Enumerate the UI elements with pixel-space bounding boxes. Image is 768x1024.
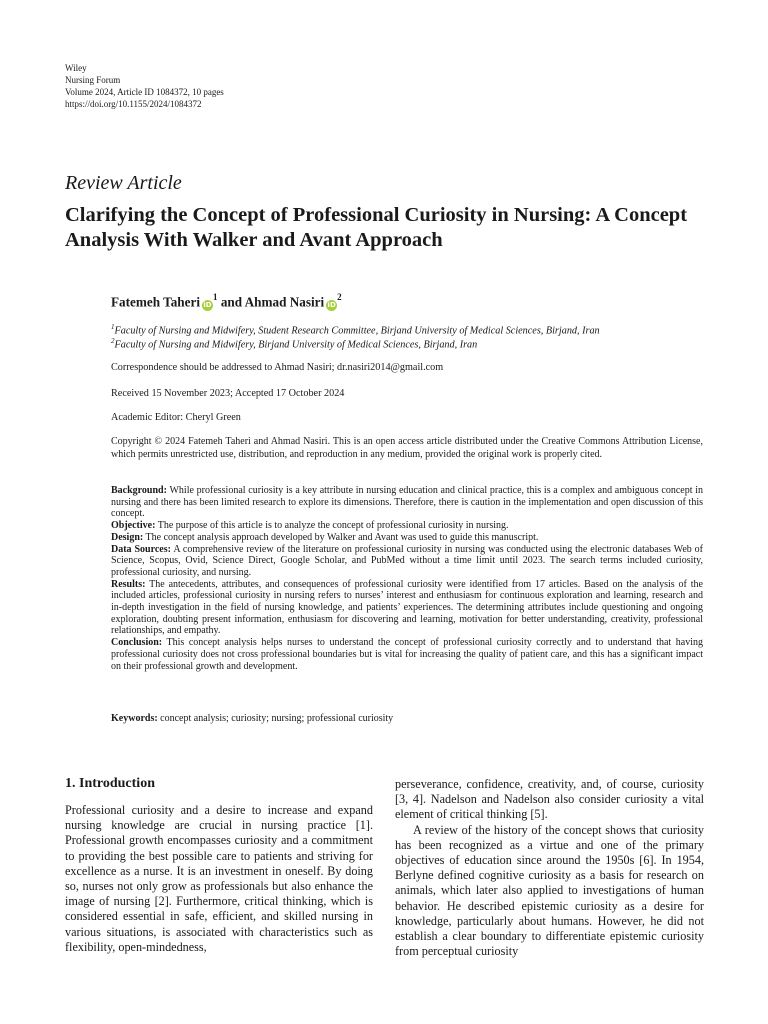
- author-name: Ahmad Nasiri: [244, 294, 325, 310]
- abstract-label: Results:: [111, 578, 146, 590]
- body-paragraph: perseverance, confidence, creativity, and, of course, curiosity [3, 4]. Nadelson and Nadelson also consider curiosity a vital element of critical thinking [5].: [395, 777, 704, 822]
- abstract-design: [111, 532, 703, 544]
- affiliation-number: 1: [111, 323, 115, 331]
- body-paragraph: Professional curiosity and a desire to increase and expand nursing knowledge are crucial in nursing practice [1]. Professional growth encompasses curiosity and a commitment to providing the best possible care to patients and striving for excellence as a nurse. It is an investment in oneself. By doing so, nurses not only grow as professionals but also enhance the image of nursing [2]. Furthermore, critical thinking, which is considered essential in safe, efficient, and skilled nursing in various situations, is associated with characteristics such as flexibility, open-mindedness,: [65, 803, 373, 954]
- abstract-text: A comprehensive review of the literature on professional curiosity in nursing was conducted using the electronic databases Web of Science, Scopus, Ovid, Science Direct, Google Scholar, and PubMed without a time limit until 2023. The search terms included curiosity, professional curiosity, and nursing.: [111, 543, 704, 578]
- volume-info: Volume 2024, Article ID 1084372, 10 pages: [65, 87, 224, 97]
- received-accepted-dates: Received 15 November 2023; Accepted 17 October 2024: [111, 388, 345, 399]
- keywords-label: Keywords:: [111, 713, 158, 724]
- publisher-name: Wiley: [65, 63, 87, 73]
- abstract-label: Data Sources:: [111, 543, 171, 555]
- article-type: Review Article: [65, 172, 182, 194]
- article-title: Clarifying the Concept of Professional Curiosity in Nursing: A Concept Analysis With Walker and Avant Approach: [65, 204, 688, 251]
- abstract-text: The purpose of this article is to analyze the concept of professional curiosity in nursing.: [155, 520, 509, 532]
- author-name: Fatemeh Taheri: [111, 294, 201, 310]
- affiliation-number: 2: [111, 337, 115, 345]
- author-affiliation-number: 1: [213, 292, 218, 302]
- abstract-results: [111, 579, 703, 638]
- abstract-text: The concept analysis approach developed by Walker and Avant was used to guide this manuscript.: [143, 531, 539, 543]
- body-column-left: [65, 803, 373, 955]
- abstract-objective: [111, 520, 703, 532]
- orcid-icon[interactable]: iD: [203, 301, 212, 310]
- keywords-text: concept analysis; curiosity; nursing; professional curiosity: [157, 713, 394, 724]
- abstract-text: This concept analysis helps nurses to understand the concept of professional curiosity correctly and to understand that having professional curiosity does not cross professional boundaries but is vital for increasing the quality of patient care, and this has a significant impact on their professional growth and development.: [111, 637, 703, 672]
- body-column-right: [395, 777, 704, 959]
- abstract-label: Background:: [111, 485, 167, 496]
- author-affiliation-number: 2: [337, 292, 342, 302]
- orcid-icon[interactable]: iD: [327, 301, 336, 310]
- correspondence: Correspondence should be addressed to Ahmad Nasiri; dr.nasiri2014@gmail.com: [111, 362, 444, 373]
- doi-link[interactable]: https://doi.org/10.1155/2024/1084372: [65, 99, 202, 109]
- affiliation-text: Faculty of Nursing and Midwifery, Birjand University of Medical Sciences, Birjand, Iran: [114, 339, 478, 351]
- affiliation-text: Faculty of Nursing and Midwifery, Student Research Committee, Birjand University of Medical Sciences, Birjand, Iran: [114, 325, 600, 337]
- affiliation: [111, 337, 477, 350]
- affiliation: [111, 323, 600, 336]
- journal-header: [65, 62, 224, 110]
- abstract-text: The antecedents, attributes, and consequences of professional curiosity were identified from 17 articles. Based on the analysis of the included articles, professional curiosity in nursing refers to nurses’ interest and enthusiasm for continuous exploration and learning, research and in-depth investigation in the field of nursing knowledge, and patients’ experiences. The determining attributes include questioning and ongoing exploration, doubting present information, enthusiasm for discovering and learning, motivation for better understanding, creativity, professional relationships, and empathy.: [111, 578, 703, 637]
- abstract-text: While professional curiosity is a key attribute in nursing education and clinical practice, this is a complex and ambiguous concept in nursing and there has been limited research to explore its dimensions. Therefore, there is caution in the implementation and open discussion of this concept.: [111, 485, 703, 520]
- keywords: [111, 713, 393, 724]
- copyright-notice: Copyright © 2024 Fatemeh Taheri and Ahmad Nasiri. This is an open access article distributed under the Creative Commons Attribution License, which permits unrestricted use, distribution, and reproduction in any medium, provided the original work is properly cited.: [111, 436, 703, 460]
- abstract-label: Design:: [111, 531, 144, 543]
- body-paragraph: A review of the history of the concept shows that curiosity has been recognized as a virtue and one of the primary objectives of education since around the 1950s [6]. In 1954, Berlyne defined cognitive curiosity as a basis for research on animals, which later also applied to investigations of human behavior. He described epistemic curiosity as a desire for knowledge, particularly about humans. However, he did not establish a clear boundary to differentiate epistemic curiosity from perceptual curiosity: [395, 822, 704, 959]
- section-heading: 1. Introduction: [65, 776, 155, 791]
- author-list: [111, 293, 342, 311]
- abstract-label: Objective:: [111, 520, 156, 532]
- abstract-conclusion: [111, 637, 703, 672]
- journal-name: Nursing Forum: [65, 75, 121, 85]
- author-joiner: and: [220, 294, 243, 310]
- abstract-data-sources: [111, 544, 703, 579]
- abstract-label: Conclusion:: [111, 637, 163, 649]
- academic-editor: Academic Editor: Cheryl Green: [111, 412, 241, 423]
- abstract: [111, 485, 703, 672]
- abstract-background: [111, 485, 703, 520]
